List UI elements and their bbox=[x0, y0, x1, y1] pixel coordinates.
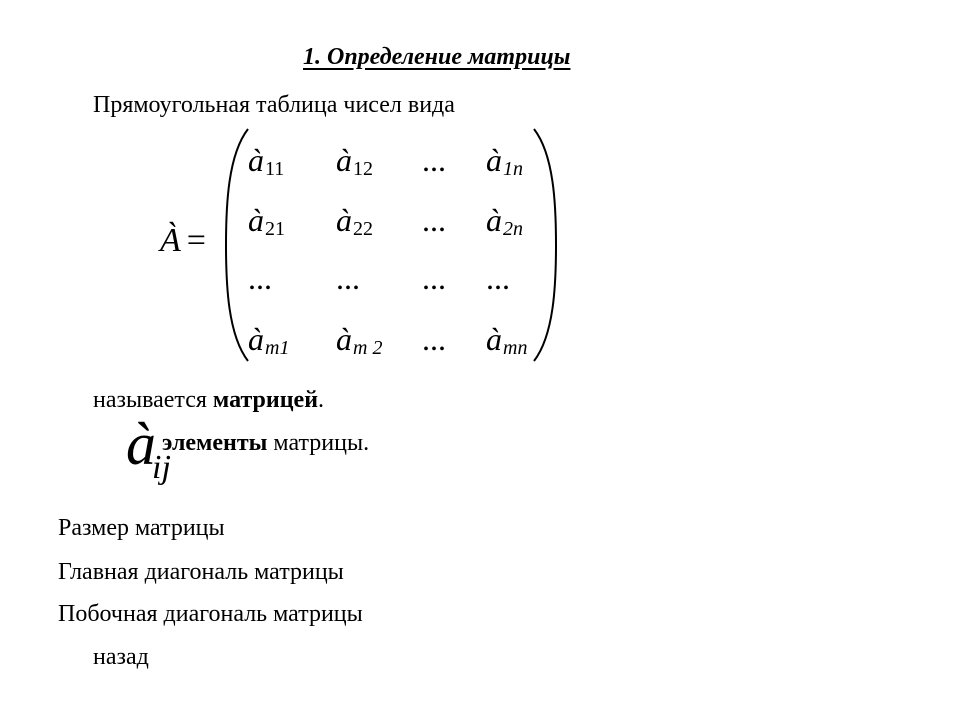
matrix-lhs bbox=[160, 222, 206, 260]
matrix-cell-sub: m1 bbox=[265, 337, 290, 359]
matrix-cell-sub: 1n bbox=[503, 158, 523, 180]
matrix-cell-sub: 11 bbox=[265, 158, 285, 180]
matrix-cell-base: à bbox=[336, 321, 352, 357]
matrix-cell-sub: mn bbox=[503, 337, 528, 359]
matrix-cell bbox=[336, 321, 416, 358]
matrix-cell-base: à bbox=[486, 202, 502, 238]
matrix-formula bbox=[0, 125, 960, 375]
matrix-named-text bbox=[93, 387, 324, 414]
matrix-cell-base: ... bbox=[422, 202, 446, 238]
matrix-cell-base: ... bbox=[248, 260, 272, 296]
matrix-cell-base: à bbox=[336, 202, 352, 238]
matrix-cell bbox=[336, 260, 416, 297]
link-main-diagonal[interactable]: Главная диагональ матрицы bbox=[58, 559, 344, 585]
elements-rest: матрицы. bbox=[267, 430, 370, 456]
matrix-cell-base: à bbox=[336, 142, 352, 178]
matrix-cell-sub: 12 bbox=[353, 158, 373, 180]
matrix-cell-base: ... bbox=[336, 260, 360, 296]
matrix-symbol: À bbox=[160, 222, 181, 259]
matrix-cell-sub: m 2 bbox=[353, 337, 383, 359]
matrix-cell-sub: 2n bbox=[503, 218, 523, 240]
matrix-cell-base: à bbox=[248, 202, 264, 238]
matrix-cell bbox=[248, 321, 328, 358]
matrix-cell-sub: 22 bbox=[353, 218, 373, 240]
named-suffix: . bbox=[318, 387, 325, 413]
page-title: 1. Определение матрицы bbox=[303, 44, 571, 70]
matrix-cell bbox=[486, 321, 566, 358]
matrix-cell-base: à bbox=[486, 321, 502, 357]
equals-sign: = bbox=[186, 222, 206, 259]
matrix-cell-base: ... bbox=[422, 260, 446, 296]
elements-bold: элементы bbox=[162, 430, 268, 456]
matrix-cell bbox=[336, 202, 416, 239]
matrix-cell-sub: 21 bbox=[265, 218, 285, 240]
elements-text bbox=[162, 430, 369, 457]
link-matrix-size[interactable]: Размер матрицы bbox=[58, 515, 225, 541]
matrix-cell bbox=[336, 142, 416, 179]
element-symbol-sub: ij bbox=[152, 449, 171, 486]
matrix-cell-base: à bbox=[486, 142, 502, 178]
matrix-cell-base: ... bbox=[422, 142, 446, 178]
matrix-cell-base: ... bbox=[486, 260, 510, 296]
matrix-cell bbox=[248, 260, 328, 297]
named-prefix: называется bbox=[93, 387, 213, 413]
matrix-cell-base: à bbox=[248, 142, 264, 178]
matrix-cell-base: à bbox=[248, 321, 264, 357]
matrix-cell-base: ... bbox=[422, 321, 446, 357]
left-parenthesis bbox=[220, 125, 250, 365]
matrix-cell bbox=[486, 260, 566, 297]
matrix-cell bbox=[486, 142, 566, 179]
link-secondary-diagonal[interactable]: Побочная диагональ матрицы bbox=[58, 601, 363, 627]
matrix-cell bbox=[248, 202, 328, 239]
named-bold: матрицей bbox=[212, 387, 319, 413]
matrix-cell bbox=[486, 202, 566, 239]
definition-text: Прямоугольная таблица чисел вида bbox=[93, 92, 455, 118]
matrix-cell bbox=[248, 142, 328, 179]
back-link[interactable]: назад bbox=[93, 644, 149, 670]
element-symbol-base: à bbox=[126, 411, 156, 477]
